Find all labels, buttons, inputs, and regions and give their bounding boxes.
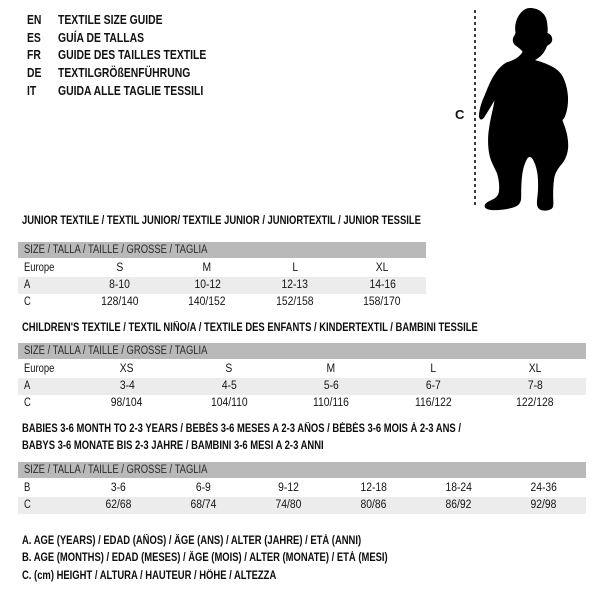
table-row (18, 260, 426, 277)
language-row (27, 46, 243, 64)
measurement-legend (22, 533, 468, 585)
table-row (18, 277, 426, 294)
junior-size-table (18, 242, 426, 311)
cell: XL (375, 262, 389, 274)
cell: 24-36 (530, 482, 557, 494)
size-header-bar: SIZE / TALLA / TAILLE / GRÖSSE / TAGLIA (18, 343, 586, 359)
cell: 110/116 (313, 397, 349, 409)
table-row (18, 294, 426, 311)
language-label: TEXTILGRÖßENFÜHRUNG (58, 65, 191, 81)
cell: 14-16 (369, 279, 396, 291)
cell: S (116, 262, 124, 274)
language-label: GUIDA ALLE TAGLIE TESSILI (58, 82, 204, 98)
size-header-bar: SIZE / TALLA / TAILLE / GRÖSSE / TAGLIA (18, 462, 586, 478)
cell: L (430, 363, 436, 375)
language-label: GUÍA DE TALLAS (58, 29, 145, 45)
children-size-table (18, 343, 586, 412)
cell: 158/170 (363, 296, 401, 308)
cell: 74/80 (275, 499, 302, 511)
language-code: EN (27, 12, 42, 28)
cell: XL (528, 363, 542, 375)
row-label: Europe (24, 262, 55, 274)
cell: 9-12 (278, 482, 299, 494)
cell: S (225, 363, 233, 375)
row-label: Europe (24, 363, 55, 375)
height-measure-label: C (455, 107, 465, 122)
baby-silhouette-icon (478, 3, 588, 213)
cell: 6-7 (425, 380, 441, 392)
cell: M (202, 262, 212, 274)
row-label: B (24, 482, 31, 494)
language-row (27, 64, 243, 82)
cell: 8-10 (109, 279, 131, 291)
cell: 140/152 (188, 296, 226, 308)
legend-line-b: B. AGE (MONTHS) / EDAD (MESES) / ÂGE (MOIS) / ALTER (MONATE) / ETÀ (MESI) (22, 552, 388, 565)
children-table-title: CHILDREN'S TEXTILE / TEXTIL NIÑO/A / TEXTILE DES ENFANTS / KINDERTEXTIL / BAMBINI TESSILE (22, 322, 478, 334)
cell: 12-13 (281, 279, 308, 291)
table-row (18, 361, 586, 378)
size-header-bar: SIZE / TALLA / TAILLE / GRÖSSE / TAGLIA (18, 242, 426, 258)
cell: 98/104 (111, 397, 143, 409)
language-row (27, 11, 243, 29)
cell: 3-4 (119, 380, 135, 392)
babies-table-title: BABIES 3-6 MONTH TO 2-3 YEARS / BEBÉS 3-6 MESES A 2-3 AÑOS / BÉBÉS 3-6 MOIS À 2-3 ANS / BABYS 3-6 MONATE BIS 2-3 JAHRE / BAMBINI 3-6 MESI A 2-3 ANNI (22, 423, 461, 452)
table-row (18, 378, 586, 395)
cell: 68/74 (190, 499, 217, 511)
language-code: DE (27, 65, 42, 81)
language-header (27, 11, 243, 99)
cell: 86/92 (445, 499, 472, 511)
language-label: TEXTILE SIZE GUIDE (58, 12, 163, 28)
cell: 12-18 (360, 482, 387, 494)
cell: 4-5 (221, 380, 237, 392)
cell: 3-6 (111, 482, 126, 494)
language-code: ES (27, 29, 41, 45)
row-label: A (24, 380, 31, 392)
cell: XS (120, 363, 134, 375)
table-row (18, 497, 586, 514)
cell: 152/158 (276, 296, 314, 308)
language-row (27, 29, 243, 47)
table-row (18, 480, 586, 497)
cell: 128/140 (101, 296, 139, 308)
cell: M (326, 363, 336, 375)
legend-line-a: A. AGE (YEARS) / EDAD (AÑOS) / ÂGE (ANS) / ALTER (JAHRE) / ETÀ (ANNI) (22, 535, 362, 547)
language-code: IT (27, 82, 37, 98)
table-row (18, 395, 586, 412)
cell: 116/122 (414, 397, 452, 409)
language-row (27, 81, 243, 99)
language-code: FR (27, 47, 41, 63)
cell: 62/68 (105, 499, 132, 511)
cell: 122/128 (516, 397, 554, 409)
cell: 5-6 (323, 380, 339, 392)
row-label: C (24, 499, 31, 511)
language-label: GUIDE DES TAILLES TEXTILE (58, 47, 207, 63)
legend-line-c: C. (cm) HEIGHT / ALTURA / HAUTEUR / HÖHE / ALTEZZA (22, 569, 277, 582)
cell: 7-8 (527, 380, 543, 392)
cell: 104/110 (210, 397, 248, 409)
cell: 6-9 (196, 482, 211, 494)
cell: 10-12 (194, 279, 221, 291)
cell: L (291, 262, 298, 274)
junior-table-title: JUNIOR TEXTILE / TEXTIL JUNIOR/ TEXTILE JUNIOR / JUNIORTEXTIL / JUNIOR TESSILE (22, 215, 421, 227)
row-label: C (24, 296, 31, 308)
row-label: C (24, 397, 31, 409)
row-label: A (24, 279, 31, 291)
cell: 18-24 (445, 482, 472, 494)
cell: 92/98 (530, 499, 557, 511)
cell: 80/86 (360, 499, 387, 511)
babies-size-table (18, 462, 586, 514)
height-measure-line (474, 10, 476, 207)
